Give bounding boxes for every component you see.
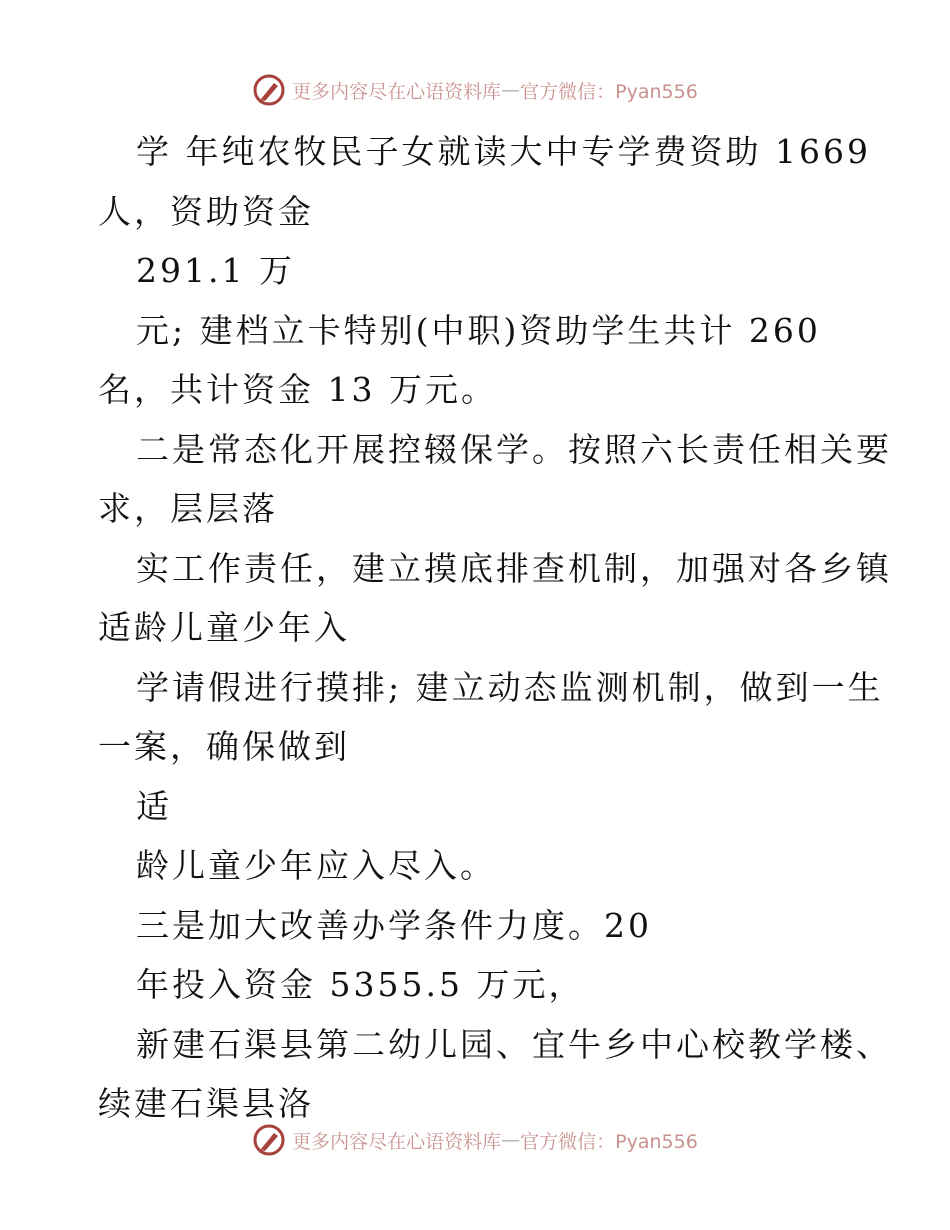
text-line: 年投入资金 5355.5 万元， — [136, 965, 585, 1004]
text-line: 适龄儿童少年入 — [98, 608, 350, 647]
watermark-account: 官方微信：Pyan556 — [520, 80, 698, 103]
text-line: 龄儿童少年应入尽入。 — [136, 846, 496, 885]
pen-logo-icon — [252, 1123, 286, 1157]
text-line: 学 年纯农牧民子女就读大中专学费资助 1669 — [136, 132, 871, 171]
text-line: 实工作责任，建立摸底排查机制，加强对各乡镇 — [136, 548, 892, 588]
watermark-separator: — — [501, 79, 521, 101]
text-line: 一案，确保做到 — [98, 727, 350, 766]
text-line: 二是常态化开展控辍保学。按照六长责任相关要 — [136, 429, 892, 469]
pen-logo-icon — [252, 73, 286, 107]
watermark-site-name: 更多内容尽在心语资料库 — [292, 80, 502, 103]
document-body — [98, 122, 892, 1134]
text-line: 291.1 万 — [136, 251, 295, 290]
text-line: 适 — [136, 786, 172, 826]
text-line: 续建石渠县洛 — [98, 1084, 314, 1123]
text-line: 三是加大改善办学条件力度。20 — [136, 905, 652, 945]
text-line: 求，层层落 — [98, 489, 278, 528]
watermark-separator: — — [501, 1129, 521, 1151]
text-line: 新建石渠县第二幼儿园、宜牛乡中心校教学楼、 — [136, 1024, 892, 1064]
footer-watermark — [0, 1120, 950, 1160]
text-line: 元; 建档立卡特别(中职)资助学生共计 260 — [136, 310, 821, 350]
header-watermark — [0, 70, 950, 110]
watermark-site-name: 更多内容尽在心语资料库 — [292, 1130, 502, 1153]
watermark-account: 官方微信：Pyan556 — [520, 1130, 698, 1153]
text-line: 名，共计资金 13 万元。 — [98, 370, 497, 409]
text-line: 学请假进行摸排; 建立动态监测机制，做到一生 — [136, 667, 884, 707]
text-line: 人，资助资金 — [98, 191, 314, 231]
